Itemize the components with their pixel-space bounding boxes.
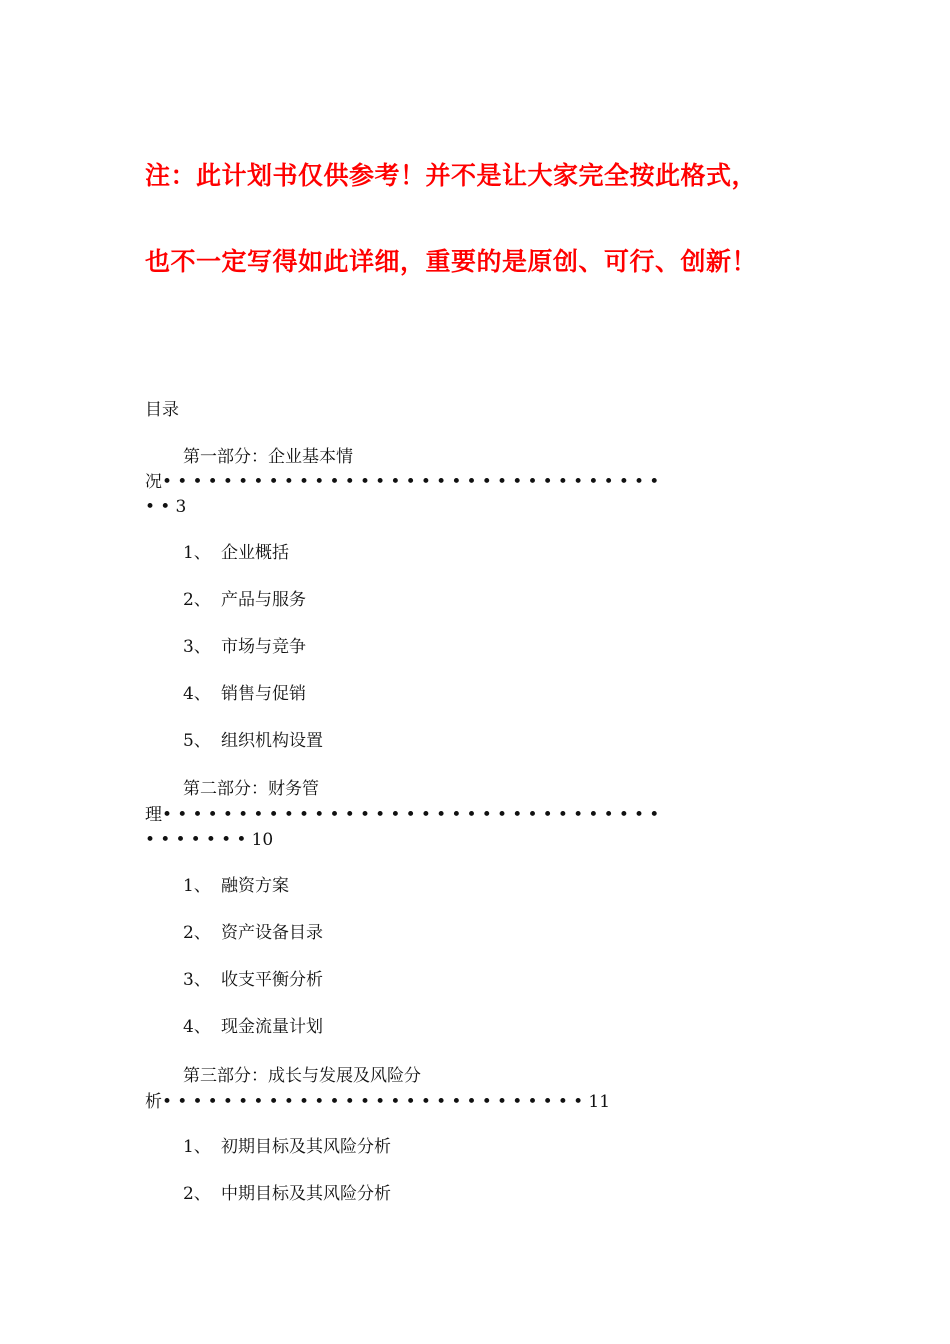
item-number: 2、	[183, 590, 211, 610]
item-number: 2、	[183, 1184, 211, 1204]
item-label: 收支平衡分析	[221, 970, 323, 990]
part-2-page: 10	[251, 830, 274, 850]
item-label: 市场与竞争	[221, 637, 306, 657]
item-label: 组织机构设置	[221, 731, 323, 751]
toc-item	[183, 1017, 323, 1037]
item-number: 4、	[183, 684, 211, 704]
part-2-dots-2: •••••••	[145, 830, 252, 850]
toc-item	[183, 923, 323, 943]
item-label: 现金流量计划	[221, 1017, 323, 1037]
toc-item	[183, 1137, 391, 1157]
toc-item	[183, 543, 289, 563]
item-label: 融资方案	[221, 876, 289, 896]
toc-item	[183, 876, 289, 896]
item-label: 初期目标及其风险分析	[221, 1137, 391, 1157]
note-line-1: 注：此计划书仅供参考！并不是让大家完全按此格式，	[145, 161, 758, 190]
toc-title: 目录	[145, 400, 179, 420]
part-1-leader	[145, 472, 665, 492]
part-1-heading: 第一部分：企业基本情	[183, 447, 353, 467]
item-label: 资产设备目录	[221, 923, 323, 943]
part-2-wrap-char: 理	[145, 805, 162, 825]
part-2-leader-end	[145, 830, 273, 850]
item-number: 4、	[183, 1017, 211, 1037]
part-1-page: 3	[175, 497, 187, 517]
item-label: 产品与服务	[221, 590, 306, 610]
item-number: 5、	[183, 731, 211, 751]
toc-item	[183, 1184, 391, 1204]
item-label: 中期目标及其风险分析	[221, 1184, 391, 1204]
toc-item	[183, 590, 306, 610]
toc-item	[183, 731, 323, 751]
item-number: 1、	[183, 543, 211, 563]
part-1-wrap-char: 况	[145, 472, 162, 492]
part-1-leader-end	[145, 497, 186, 517]
part-3-wrap-char: 析	[145, 1092, 162, 1112]
item-label: 销售与促销	[221, 684, 306, 704]
note-line-2: 也不一定写得如此详细，重要的是原创、可行、创新！	[145, 247, 758, 276]
item-number: 1、	[183, 876, 211, 896]
toc-item	[183, 637, 306, 657]
part-3-dots: ••••••••••••••••••••••••••••	[162, 1092, 589, 1112]
part-2-heading: 第二部分：财务管	[183, 779, 319, 799]
part-2-leader	[145, 805, 665, 825]
part-1-dots-2: ••	[145, 497, 176, 517]
part-3-heading: 第三部分：成长与发展及风险分	[183, 1066, 421, 1086]
part-1-dots: •••••••••••••••••••••••••••••••••	[162, 472, 665, 492]
item-number: 3、	[183, 970, 211, 990]
item-label: 企业概括	[221, 543, 289, 563]
item-number: 2、	[183, 923, 211, 943]
part-3-page: 11	[588, 1092, 611, 1112]
toc-item	[183, 970, 323, 990]
part-3-leader	[145, 1092, 610, 1112]
item-number: 3、	[183, 637, 211, 657]
toc-item	[183, 684, 306, 704]
part-2-dots: •••••••••••••••••••••••••••••••••	[162, 805, 665, 825]
item-number: 1、	[183, 1137, 211, 1157]
